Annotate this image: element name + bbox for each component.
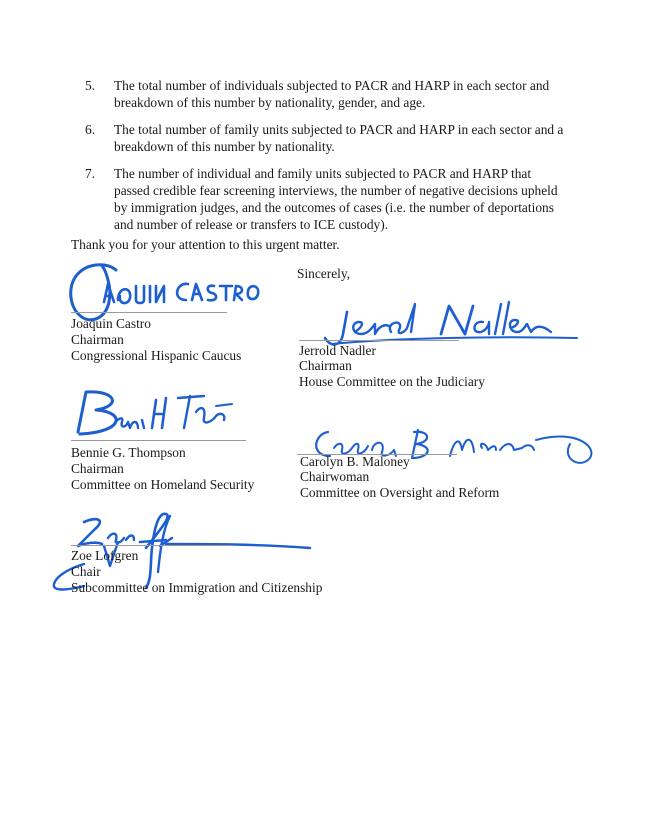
signatory-name: Jerrold Nadler	[299, 343, 376, 358]
signatory-title: Chair	[71, 564, 101, 579]
closing-thanks: Thank you for your attention to this urgent matter.	[71, 237, 340, 252]
signature-line	[71, 312, 227, 313]
signature-line	[71, 440, 246, 441]
signatory-org: Congressional Hispanic Caucus	[71, 348, 242, 363]
signatory-name: Zoe Lofgren	[71, 548, 139, 563]
signatory-title: Chairman	[71, 332, 124, 347]
signatory-org: Committee on Oversight and Reform	[300, 485, 500, 500]
signatory-name: Joaquin Castro	[71, 316, 151, 331]
signatory-org: Subcommittee on Immigration and Citizenship	[71, 580, 323, 595]
signatory-title: Chairman	[71, 461, 124, 476]
signatory-org: House Committee on the Judiciary	[299, 374, 485, 389]
signatory-name: Carolyn B. Maloney	[300, 454, 410, 469]
list-item-5	[85, 77, 565, 113]
signature-line	[299, 340, 459, 341]
list-item-7	[85, 165, 565, 235]
signatory-name: Bennie G. Thompson	[71, 445, 186, 460]
list-item-6	[85, 121, 565, 157]
signatory-title: Chairwoman	[300, 469, 370, 484]
signatory-org: Committee on Homeland Security	[71, 477, 255, 492]
signature-thompson-image	[66, 384, 256, 444]
list-text: The number of individual and family units subjected to PACR and HARP that passed credible fear screening interviews, the number of negative decisions upheld by immigration judges, and the outcomes of cases (i.e. the number of deportations and number of release or transfers to ICE custody).	[114, 166, 558, 232]
list-number: 6.	[85, 122, 96, 137]
signature-line	[71, 545, 231, 546]
list-number: 7.	[85, 166, 96, 181]
list-text: The total number of family units subjected to PACR and HARP in each sector and a breakdown of this number by nationality.	[114, 122, 564, 154]
signatory-title: Chairman	[299, 358, 352, 373]
list-number: 5.	[85, 78, 96, 93]
valediction: Sincerely,	[297, 266, 351, 281]
list-text: The total number of individuals subjected to PACR and HARP in each sector and breakdown of this number by nationality, gender, and age.	[114, 78, 550, 110]
